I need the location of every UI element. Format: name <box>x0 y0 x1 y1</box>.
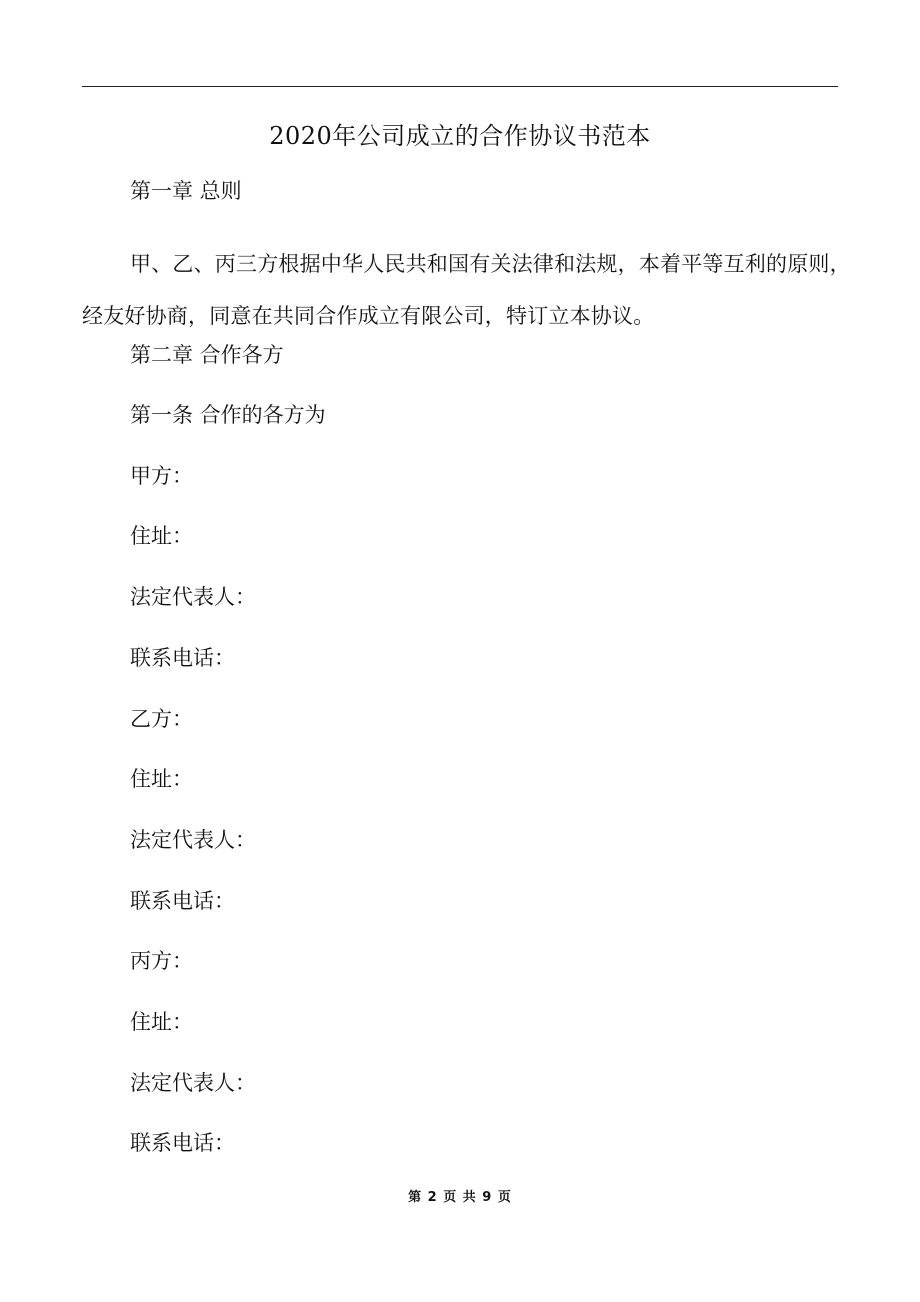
chapter-1-heading: 第一章 总则 <box>130 179 242 203</box>
intro-paragraph-line-1: 甲、乙、丙三方根据中华人民共和国有关法律和法规，本着平等互利的原则， <box>130 252 851 276</box>
party-a-address: 住址： <box>130 524 193 548</box>
party-a-label: 甲方： <box>130 464 193 488</box>
chapter-2-heading: 第二章 合作各方 <box>130 343 284 367</box>
party-c-legal-rep: 法定代表人： <box>130 1071 256 1095</box>
page-number-footer: 第 2 页 共 9 页 <box>408 1190 512 1205</box>
intro-paragraph <box>82 236 851 344</box>
header-divider <box>82 86 838 87</box>
article-1-heading: 第一条 合作的各方为 <box>130 403 326 427</box>
party-a-phone: 联系电话： <box>130 646 235 670</box>
document-title: 2020年公司成立的合作协议书范本 <box>269 122 651 150</box>
party-c-label: 丙方： <box>130 949 193 973</box>
party-a-legal-rep: 法定代表人： <box>130 585 256 609</box>
party-b-address: 住址： <box>130 767 193 791</box>
party-b-legal-rep: 法定代表人： <box>130 828 256 852</box>
party-c-address: 住址： <box>130 1010 193 1034</box>
intro-paragraph-line-2: 经友好协商，同意在共同合作成立有限公司，特订立本协议。 <box>82 304 655 328</box>
party-c-phone: 联系电话： <box>130 1131 235 1155</box>
party-b-phone: 联系电话： <box>130 889 235 913</box>
party-b-label: 乙方： <box>130 707 193 731</box>
